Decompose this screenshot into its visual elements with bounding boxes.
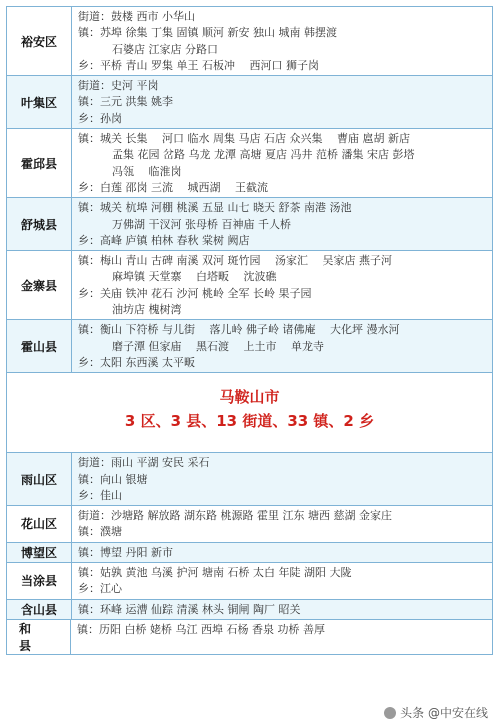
county-row bbox=[6, 251, 493, 320]
division-names: 梅山 青山 古碑 南溪 双河 斑竹园 汤家汇 吴家店 燕子河 bbox=[100, 254, 392, 268]
watermark-text: 头条 @中安在线 bbox=[400, 706, 488, 720]
division-line bbox=[78, 147, 486, 163]
division-line bbox=[78, 269, 486, 285]
county-row bbox=[6, 563, 493, 600]
division-line bbox=[78, 111, 486, 127]
division-names: 高峰 庐镇 柏林 春秋 棠树 阙店 bbox=[100, 233, 250, 247]
division-names: 磨子潭 但家庙 黑石渡 上土市 单龙寺 bbox=[112, 339, 324, 353]
county-row bbox=[6, 543, 493, 563]
division-names: 油坊店 槐树湾 bbox=[112, 303, 182, 317]
division-line bbox=[78, 488, 486, 504]
division-line bbox=[78, 131, 486, 147]
division-names: 江心 bbox=[100, 582, 122, 596]
division-line bbox=[78, 200, 486, 216]
division-line bbox=[77, 622, 486, 638]
division-names: 雨山 平湖 安民 采石 bbox=[111, 456, 210, 470]
division-line bbox=[78, 42, 486, 58]
division-type-label: 镇： bbox=[77, 622, 99, 636]
division-line bbox=[78, 58, 486, 74]
division-type-label: 乡： bbox=[78, 488, 100, 502]
division-line bbox=[78, 581, 486, 597]
division-type-label: 镇： bbox=[78, 254, 100, 268]
division-line bbox=[78, 602, 486, 618]
division-names: 太阳 东西溪 太平畈 bbox=[100, 355, 195, 369]
county-name: 霍山县 bbox=[7, 320, 72, 372]
division-line bbox=[78, 355, 486, 371]
division-type-label: 街道： bbox=[78, 10, 111, 23]
division-type-label: 镇： bbox=[78, 545, 100, 559]
division-names: 博望 丹阳 新市 bbox=[100, 545, 173, 559]
division-type-label: 镇： bbox=[78, 95, 100, 109]
county-divisions bbox=[72, 600, 492, 619]
county-row bbox=[6, 198, 493, 251]
county-row bbox=[6, 76, 493, 129]
city-stats: 3 区、3 县、13 街道、33 镇、2 乡 bbox=[124, 412, 375, 431]
division-names: 城关 长集 河口 临水 周集 马店 石店 众兴集 曹庙 扈胡 新店 bbox=[100, 132, 410, 146]
division-line bbox=[78, 25, 486, 41]
division-line bbox=[78, 455, 486, 471]
division-type-label: 乡： bbox=[78, 180, 100, 194]
county-name: 含山县 bbox=[7, 600, 72, 619]
county-name: 金寨县 bbox=[7, 251, 72, 319]
county-divisions bbox=[72, 76, 492, 128]
division-type-label: 乡： bbox=[78, 582, 100, 596]
division-line bbox=[78, 94, 486, 110]
division-line bbox=[78, 565, 486, 581]
division-type-label: 镇： bbox=[78, 525, 100, 539]
division-type-label: 乡： bbox=[78, 233, 100, 247]
division-type-label: 镇： bbox=[78, 26, 100, 40]
county-divisions bbox=[72, 251, 492, 319]
division-type-label: 乡： bbox=[78, 286, 100, 300]
city-header bbox=[6, 373, 493, 453]
county-row bbox=[6, 129, 493, 198]
county-row bbox=[6, 506, 493, 543]
division-names: 向山 银塘 bbox=[100, 472, 148, 486]
division-line bbox=[78, 286, 486, 302]
division-type-label: 乡： bbox=[78, 111, 100, 125]
division-names: 濮塘 bbox=[100, 525, 122, 539]
county-name: 叶集区 bbox=[7, 76, 72, 128]
county-name: 和县 bbox=[7, 620, 71, 654]
division-names: 环峰 运漕 仙踪 清溪 林头 铜闸 陶厂 昭关 bbox=[100, 602, 301, 616]
county-divisions bbox=[72, 320, 492, 372]
division-table bbox=[6, 6, 493, 655]
division-type-label: 镇： bbox=[78, 323, 100, 337]
division-line bbox=[78, 78, 486, 94]
division-names: 万佛湖 干汊河 张母桥 百神庙 千人桥 bbox=[112, 217, 291, 231]
division-line bbox=[78, 339, 486, 355]
division-type-label: 街道： bbox=[78, 79, 111, 93]
county-divisions bbox=[72, 543, 492, 562]
division-names: 石婆店 江家店 分路口 bbox=[112, 42, 218, 56]
division-type-label: 街道： bbox=[78, 509, 111, 523]
division-names: 鼓楼 西市 小华山 bbox=[111, 10, 195, 23]
division-line bbox=[78, 302, 486, 318]
division-names: 苏埠 徐集 丁集 固镇 顺河 新安 独山 城南 韩摆渡 bbox=[100, 26, 337, 40]
division-type-label: 镇： bbox=[78, 472, 100, 486]
county-divisions bbox=[71, 620, 492, 654]
county-name: 霍邱县 bbox=[7, 129, 72, 197]
division-line bbox=[78, 322, 486, 338]
city-name: 马鞍山市 bbox=[219, 388, 280, 407]
county-divisions bbox=[72, 7, 492, 75]
division-line bbox=[78, 217, 486, 233]
division-line bbox=[78, 545, 486, 561]
county-name: 舒城县 bbox=[7, 198, 72, 250]
county-name: 雨山区 bbox=[7, 453, 72, 505]
county-name: 花山区 bbox=[7, 506, 72, 542]
county-divisions bbox=[72, 563, 492, 599]
division-type-label: 镇： bbox=[78, 602, 100, 616]
division-line bbox=[78, 253, 486, 269]
county-row bbox=[6, 620, 493, 655]
division-names: 三元 洪集 姚李 bbox=[100, 95, 173, 109]
division-names: 冯瓴 临淮岗 bbox=[112, 164, 182, 178]
division-names: 衡山 下符桥 与儿街 落儿岭 佛子岭 诸佛庵 大化坪 漫水河 bbox=[100, 323, 400, 337]
division-line bbox=[78, 9, 486, 25]
division-type-label: 镇： bbox=[78, 132, 100, 146]
county-name: 裕安区 bbox=[7, 7, 72, 75]
toutiao-logo-icon bbox=[384, 707, 396, 719]
county-row bbox=[6, 6, 493, 76]
division-line bbox=[78, 472, 486, 488]
division-type-label: 镇： bbox=[78, 566, 100, 580]
division-type-label: 乡： bbox=[78, 355, 100, 369]
county-divisions bbox=[72, 506, 492, 542]
county-row bbox=[6, 600, 493, 620]
division-names: 沙塘路 解放路 湖东路 桃源路 霍里 江东 塘西 慈湖 金家庄 bbox=[111, 509, 392, 523]
division-line bbox=[78, 164, 486, 180]
division-type-label: 乡： bbox=[78, 58, 100, 72]
watermark bbox=[384, 704, 488, 721]
division-names: 白莲 邵岗 三流 城西湖 王截流 bbox=[100, 180, 268, 194]
division-names: 孟集 花园 岔路 乌龙 龙潭 高塘 夏店 冯井 范桥 潘集 宋店 彭塔 bbox=[112, 148, 415, 162]
division-line bbox=[78, 180, 486, 196]
division-names: 关庙 铁冲 花石 沙河 桃岭 全军 长岭 果子园 bbox=[100, 286, 312, 300]
division-line bbox=[78, 233, 486, 249]
division-names: 历阳 白桥 姥桥 乌江 西埠 石杨 香泉 功桥 善厚 bbox=[99, 622, 325, 636]
county-divisions bbox=[72, 129, 492, 197]
division-names: 佳山 bbox=[100, 488, 122, 502]
division-names: 平桥 青山 罗集 单王 石板冲 西河口 狮子岗 bbox=[100, 58, 319, 72]
county-divisions bbox=[72, 198, 492, 250]
county-row bbox=[6, 320, 493, 373]
division-type-label: 街道： bbox=[78, 456, 111, 470]
division-line bbox=[78, 524, 486, 540]
division-line bbox=[78, 508, 486, 524]
county-row bbox=[6, 453, 493, 506]
county-name: 博望区 bbox=[7, 543, 72, 562]
division-names: 麻埠镇 天堂寨 白塔畈 沈波礁 bbox=[112, 270, 277, 284]
division-names: 姑孰 黄池 乌溪 护河 塘南 石桥 太白 年陡 湖阳 大陇 bbox=[100, 566, 352, 580]
division-names: 城关 杭埠 河棚 桃溪 五显 山七 晓天 舒茶 南港 汤池 bbox=[100, 201, 352, 215]
division-names: 孙岗 bbox=[100, 111, 122, 125]
division-names: 史河 平岗 bbox=[111, 79, 159, 93]
county-name: 当涂县 bbox=[7, 563, 72, 599]
division-type-label: 镇： bbox=[78, 201, 100, 215]
county-divisions bbox=[72, 453, 492, 505]
